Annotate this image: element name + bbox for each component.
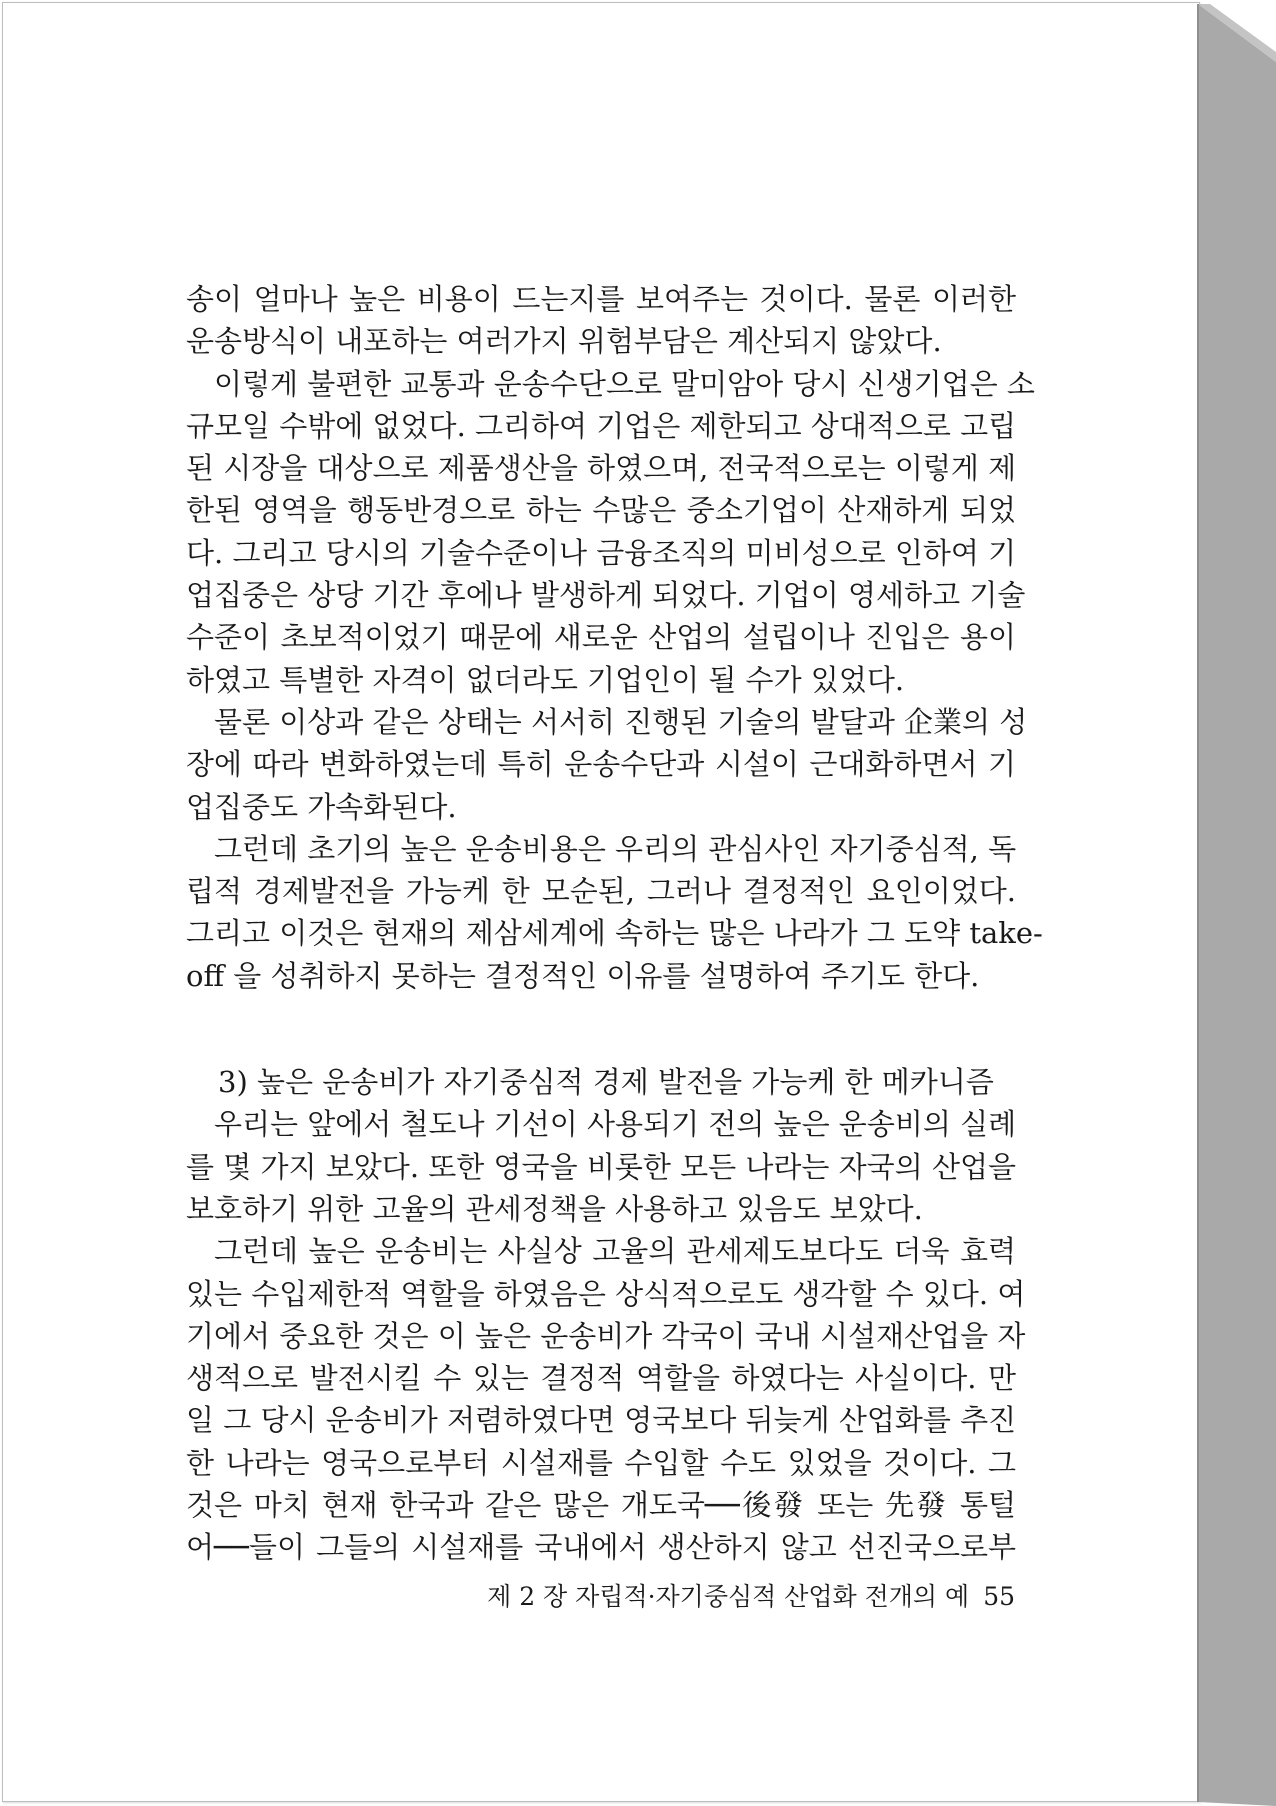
text-line: 된 시장을 대상으로 제품생산을 하였으며, 전국적으로는 이렇게 제 — [186, 451, 1017, 486]
text-line: 한 나라는 영국으로부터 시설재를 수입할 수도 있었을 것이다. 그 — [186, 1445, 1016, 1480]
paragraph-3 — [186, 701, 1028, 828]
text-line: 이렇게 불편한 교통과 운송수단으로 말미암아 당시 신생기업은 소 — [214, 366, 1035, 401]
text-line: 업집중도 가속화된다. — [186, 789, 457, 824]
text-line: 보호하기 위한 고율의 관세정책을 사용하고 있음도 보았다. — [186, 1191, 923, 1226]
text-line: 업집중은 상당 기간 후에나 발생하게 되었다. 기업이 영세하고 기술 — [186, 578, 1026, 613]
page-number: 55 — [983, 1582, 1015, 1611]
text-line: 기에서 중요한 것은 이 높은 운송비가 각국이 국내 시설재산업을 자 — [186, 1318, 1026, 1353]
text-line: 생적으로 발전시킬 수 있는 결정적 역할을 하였다는 사실이다. 만 — [186, 1361, 1016, 1396]
text-line: 다. 그리고 당시의 기술수준이나 금융조직의 미비성으로 인하여 기 — [186, 535, 1017, 570]
text-line: 물론 이상과 같은 상태는 서서히 진행된 기술의 발달과 企業의 성 — [214, 704, 1028, 739]
text-line: 있는 수입제한적 역할을 하였음은 상식적으로도 생각할 수 있다. 여 — [186, 1276, 1026, 1311]
text-line: 한된 영역을 행동반경으로 하는 수많은 중소기업이 산재하게 되었 — [186, 493, 1016, 528]
text-line: 그리고 이것은 현재의 제삼세계에 속하는 많은 나라가 그 도약 take- — [186, 916, 1043, 951]
text-line: off 을 성취하지 못하는 결정적인 이유를 설명하여 주기도 한다. — [186, 958, 980, 993]
text-line: 것은 마치 현재 한국과 같은 많은 개도국──後發 또는 先發 통털 — [186, 1488, 1016, 1523]
text-line: 장에 따라 변화하였는데 특히 운송수단과 시설이 근대화하면서 기 — [186, 747, 1016, 782]
text-line: 립적 경제발전을 가능케 한 모순된, 그러나 결정적인 요인이었다. — [186, 874, 1016, 909]
text-line: 송이 얼마나 높은 비용이 드는지를 보여주는 것이다. 물론 이러한 — [186, 282, 1016, 316]
text-line: 우리는 앞에서 철도나 기선이 사용되기 전의 높은 운송비의 실례 — [214, 1107, 1017, 1142]
text-line: 규모일 수밖에 없었다. 그리하여 기업은 제한되고 상대적으로 고립 — [186, 408, 1017, 443]
text-line: 를 몇 가지 보았다. 또한 영국을 비롯한 모든 나라는 자국의 산업을 — [186, 1149, 1016, 1184]
text-line: 어──들이 그들의 시설재를 국내에서 생산하지 않고 선진국으로부 — [186, 1530, 1016, 1565]
body-text — [186, 278, 1043, 1569]
text-line: 그런데 높은 운송비는 사실상 고율의 관세제도보다도 더욱 효력 — [214, 1234, 1016, 1269]
chapter-title: 제 2 장 자립적·자기중심적 산업화 전개의 예 — [487, 1582, 970, 1611]
paragraph-6 — [186, 1230, 1026, 1568]
page-edge-face — [1198, 4, 1276, 1806]
paragraph-1 — [186, 278, 1016, 363]
text-line: 수준이 초보적이었기 때문에 새로운 산업의 설립이나 진입은 용이 — [186, 620, 1016, 655]
paragraph-4 — [186, 828, 1043, 997]
text-line: 하였고 특별한 자격이 없더라도 기업인이 될 수가 있었다. — [186, 662, 905, 697]
paragraph-5 — [186, 1103, 1016, 1230]
text-line: 그런데 초기의 높은 운송비용은 우리의 관심사인 자기중심적, 독 — [214, 831, 1017, 866]
text-line: 운송방식이 내포하는 여러가지 위험부담은 계산되지 않았다. — [186, 324, 942, 359]
text-line: 일 그 당시 운송비가 저렴하였다면 영국보다 뒤늦게 산업화를 추진 — [186, 1403, 1017, 1438]
section-gap — [186, 997, 1016, 1061]
section-heading: 3) 높은 운송비가 자기중심적 경제 발전을 가능케 한 메카니즘 — [218, 1065, 994, 1100]
paragraph-2 — [186, 363, 1035, 701]
running-footer — [435, 1577, 1015, 1613]
